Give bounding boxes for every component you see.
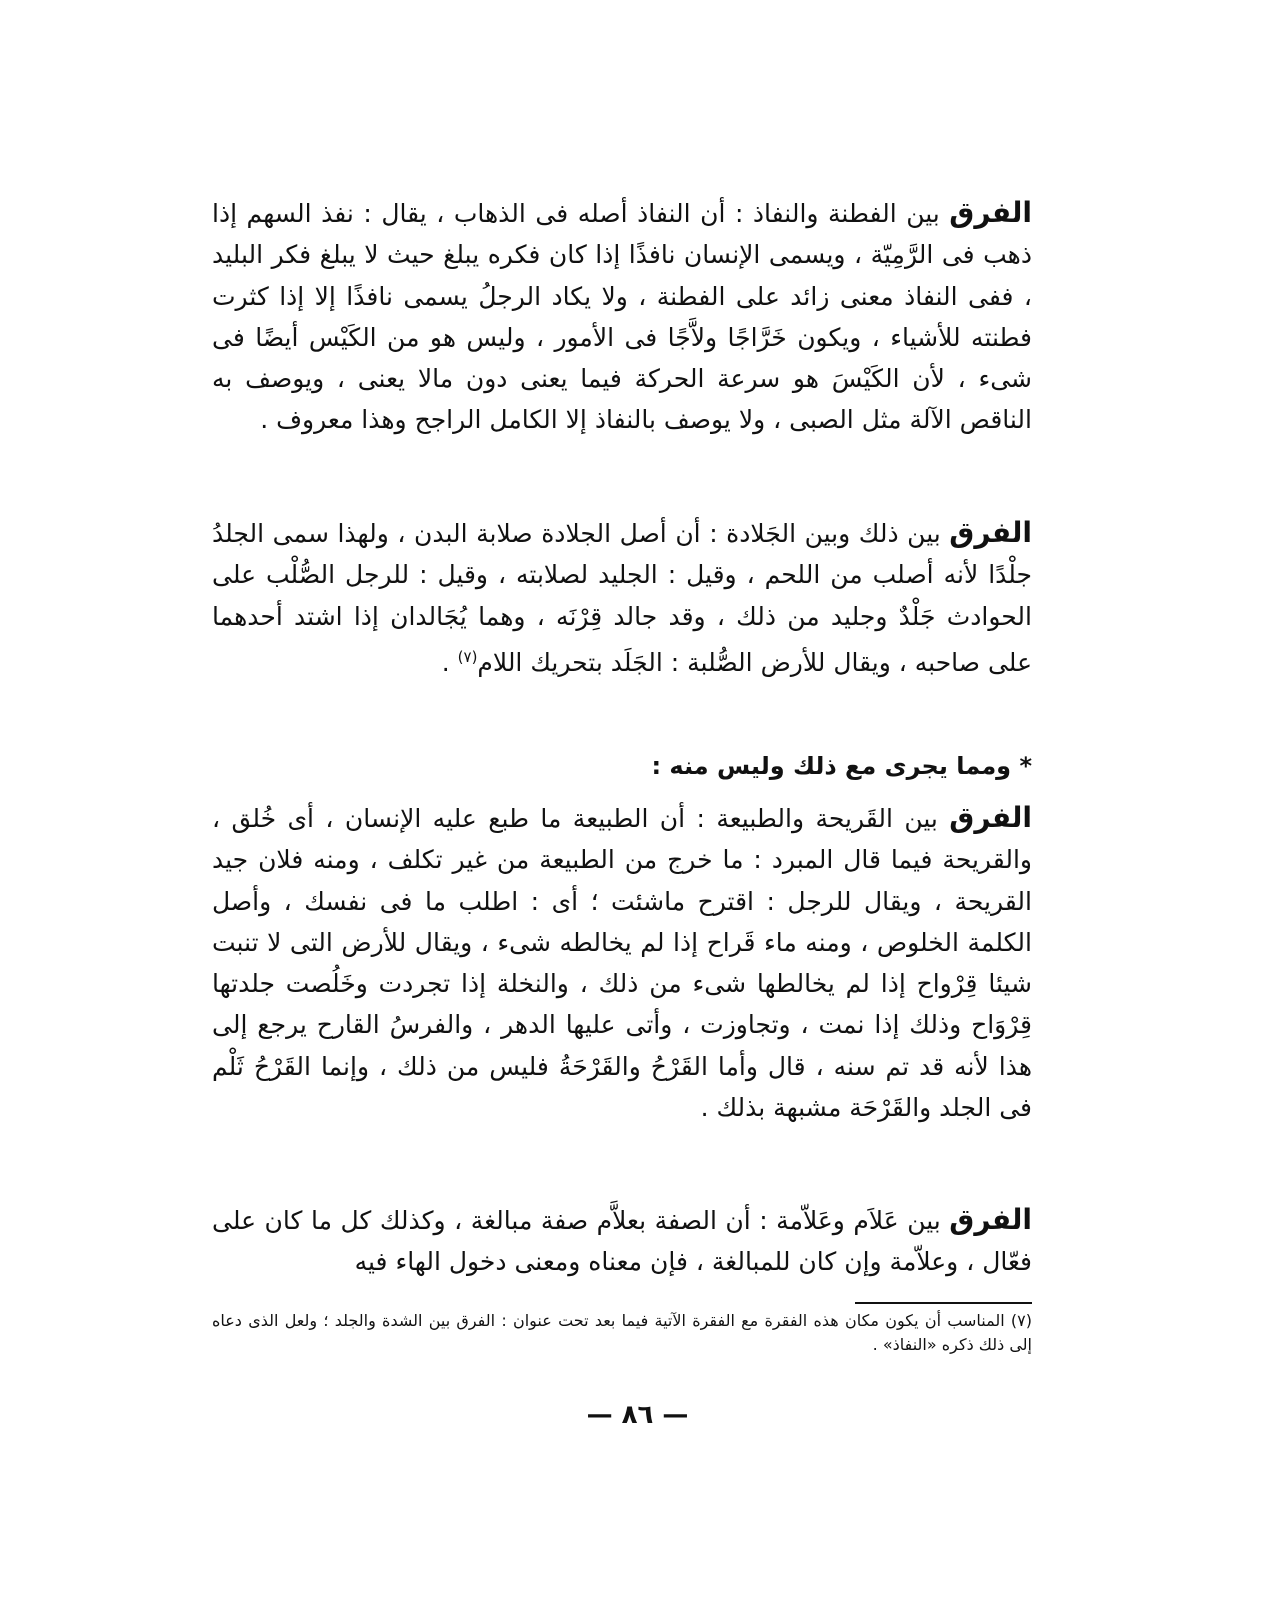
paragraph-text	[212, 192, 1032, 441]
paragraph-body: بين عَلاَم وعَلاّمة : أن الصفة بعلاَّم صفة مبالغة ، وكذلك كل ما كان على فعّال ، وعلاّمة وإن كان للمبالغة ، فإن معناه ومعنى دخول الهاء فيه	[212, 1206, 1032, 1277]
footnote-marker: (٧)	[457, 647, 478, 666]
page-number: — ٨٦ —	[586, 1400, 689, 1430]
footnote-divider	[855, 1302, 1032, 1304]
paragraph-text	[212, 797, 1032, 1128]
paragraph-fatana-nafadh	[212, 192, 1032, 441]
paragraph-qariha-tabia	[212, 797, 1032, 1128]
paragraph-jalada	[212, 512, 1032, 683]
paragraph-lead-word: الفرق	[949, 801, 1032, 834]
paragraph-text	[212, 1199, 1032, 1283]
paragraph-allam-allama	[212, 1199, 1032, 1283]
paragraph-body: بين ذلك وبين الجَلادة : أن أصل الجلادة صلابة البدن ، ولهذا سمى الجلدُ جلْدًا لأنه أصلب من اللحم ، وقيل : الجليد لصلابته ، وقيل : للرجل الصُّلْب على الحوادث جَلْدٌ وجليد من ذلك ، وقد جالد قِرْنَه ، وهما يُجَالدان إذا اشتد أحدهما على صاحبه ، ويقال للأرض الصُّلبة : الجَلَد بتحريك اللام	[212, 519, 1032, 677]
paragraph-lead-word: الفرق	[949, 1203, 1032, 1236]
paragraph-ending: .	[441, 647, 458, 677]
paragraph-lead-word: الفرق	[949, 196, 1032, 229]
paragraph-lead-word: الفرق	[949, 516, 1032, 549]
footnote: (٧) المناسب أن يكون مكان هذه الفقرة مع الفقرة الآتية فيما بعد تحت عنوان : الفرق بين الشدة والجلد ؛ ولعل الذى دعاه إلى ذلك ذكره «النفاذ» .	[212, 1311, 1032, 1354]
section-heading: * ومما يجرى مع ذلك وليس منه :	[651, 752, 1032, 780]
paragraph-body: بين الفطنة والنفاذ : أن النفاذ أصله فى الذهاب ، يقال : نفذ السهم إذا ذهب فى الرَّمِيّة ، ويسمى الإنسان نافذًا إذا كان فكره يبلغ حيث لا يبلغ فكر البليد ، ففى النفاذ معنى زائد على الفطنة ، ولا يكاد الرجلُ يسمى نافذًا إلا إذا كثرت فطنته للأشياء ، ويكون خَرَّاجًا ولاَّجًا فى الأمور ، وليس هو من الكَيْس أيضًا فى شىء ، لأن الكَيْسَ هو سرعة الحركة فيما يعنى دون مالا يعنى ، ويوصف به الناقص الآلة مثل الصبى ، ولا يوصف بالنفاذ إلا الكامل الراجح وهذا معروف .	[212, 199, 1032, 435]
paragraph-text	[212, 512, 1032, 683]
paragraph-body: بين القَريحة والطبيعة : أن الطبيعة ما طبع عليه الإنسان ، أى خُلق ، والقريحة فيما قال المبرد : ما خرج من الطبيعة من غير تكلف ، ومنه فلان جيد القريحة ، ويقال للرجل : اقترح ماشئت ؛ أى : اطلب ما فى نفسك ، وأصل الكلمة الخلوص ، ومنه ماء قَراح إذا لم يخالطه شىء ، ويقال للأرض التى لا تنبت شيئا قِرْواح إذا لم يخالطها شىء من ذلك ، والنخلة إذا تجردت وخَلُصت جلدتها قِرْوَاح وذلك إذا نمت ، وتجاوزت ، وأتى عليها الدهر ، والفرسُ القارح يرجع إلى هذا لأنه قد تم سنه ، قال وأما القَرْحُ والقَرْحَةُ فليس من ذلك ، وإنما القَرْحُ ثَلْم فى الجلد والقَرْحَة مشبهة بذلك .	[212, 804, 1032, 1123]
